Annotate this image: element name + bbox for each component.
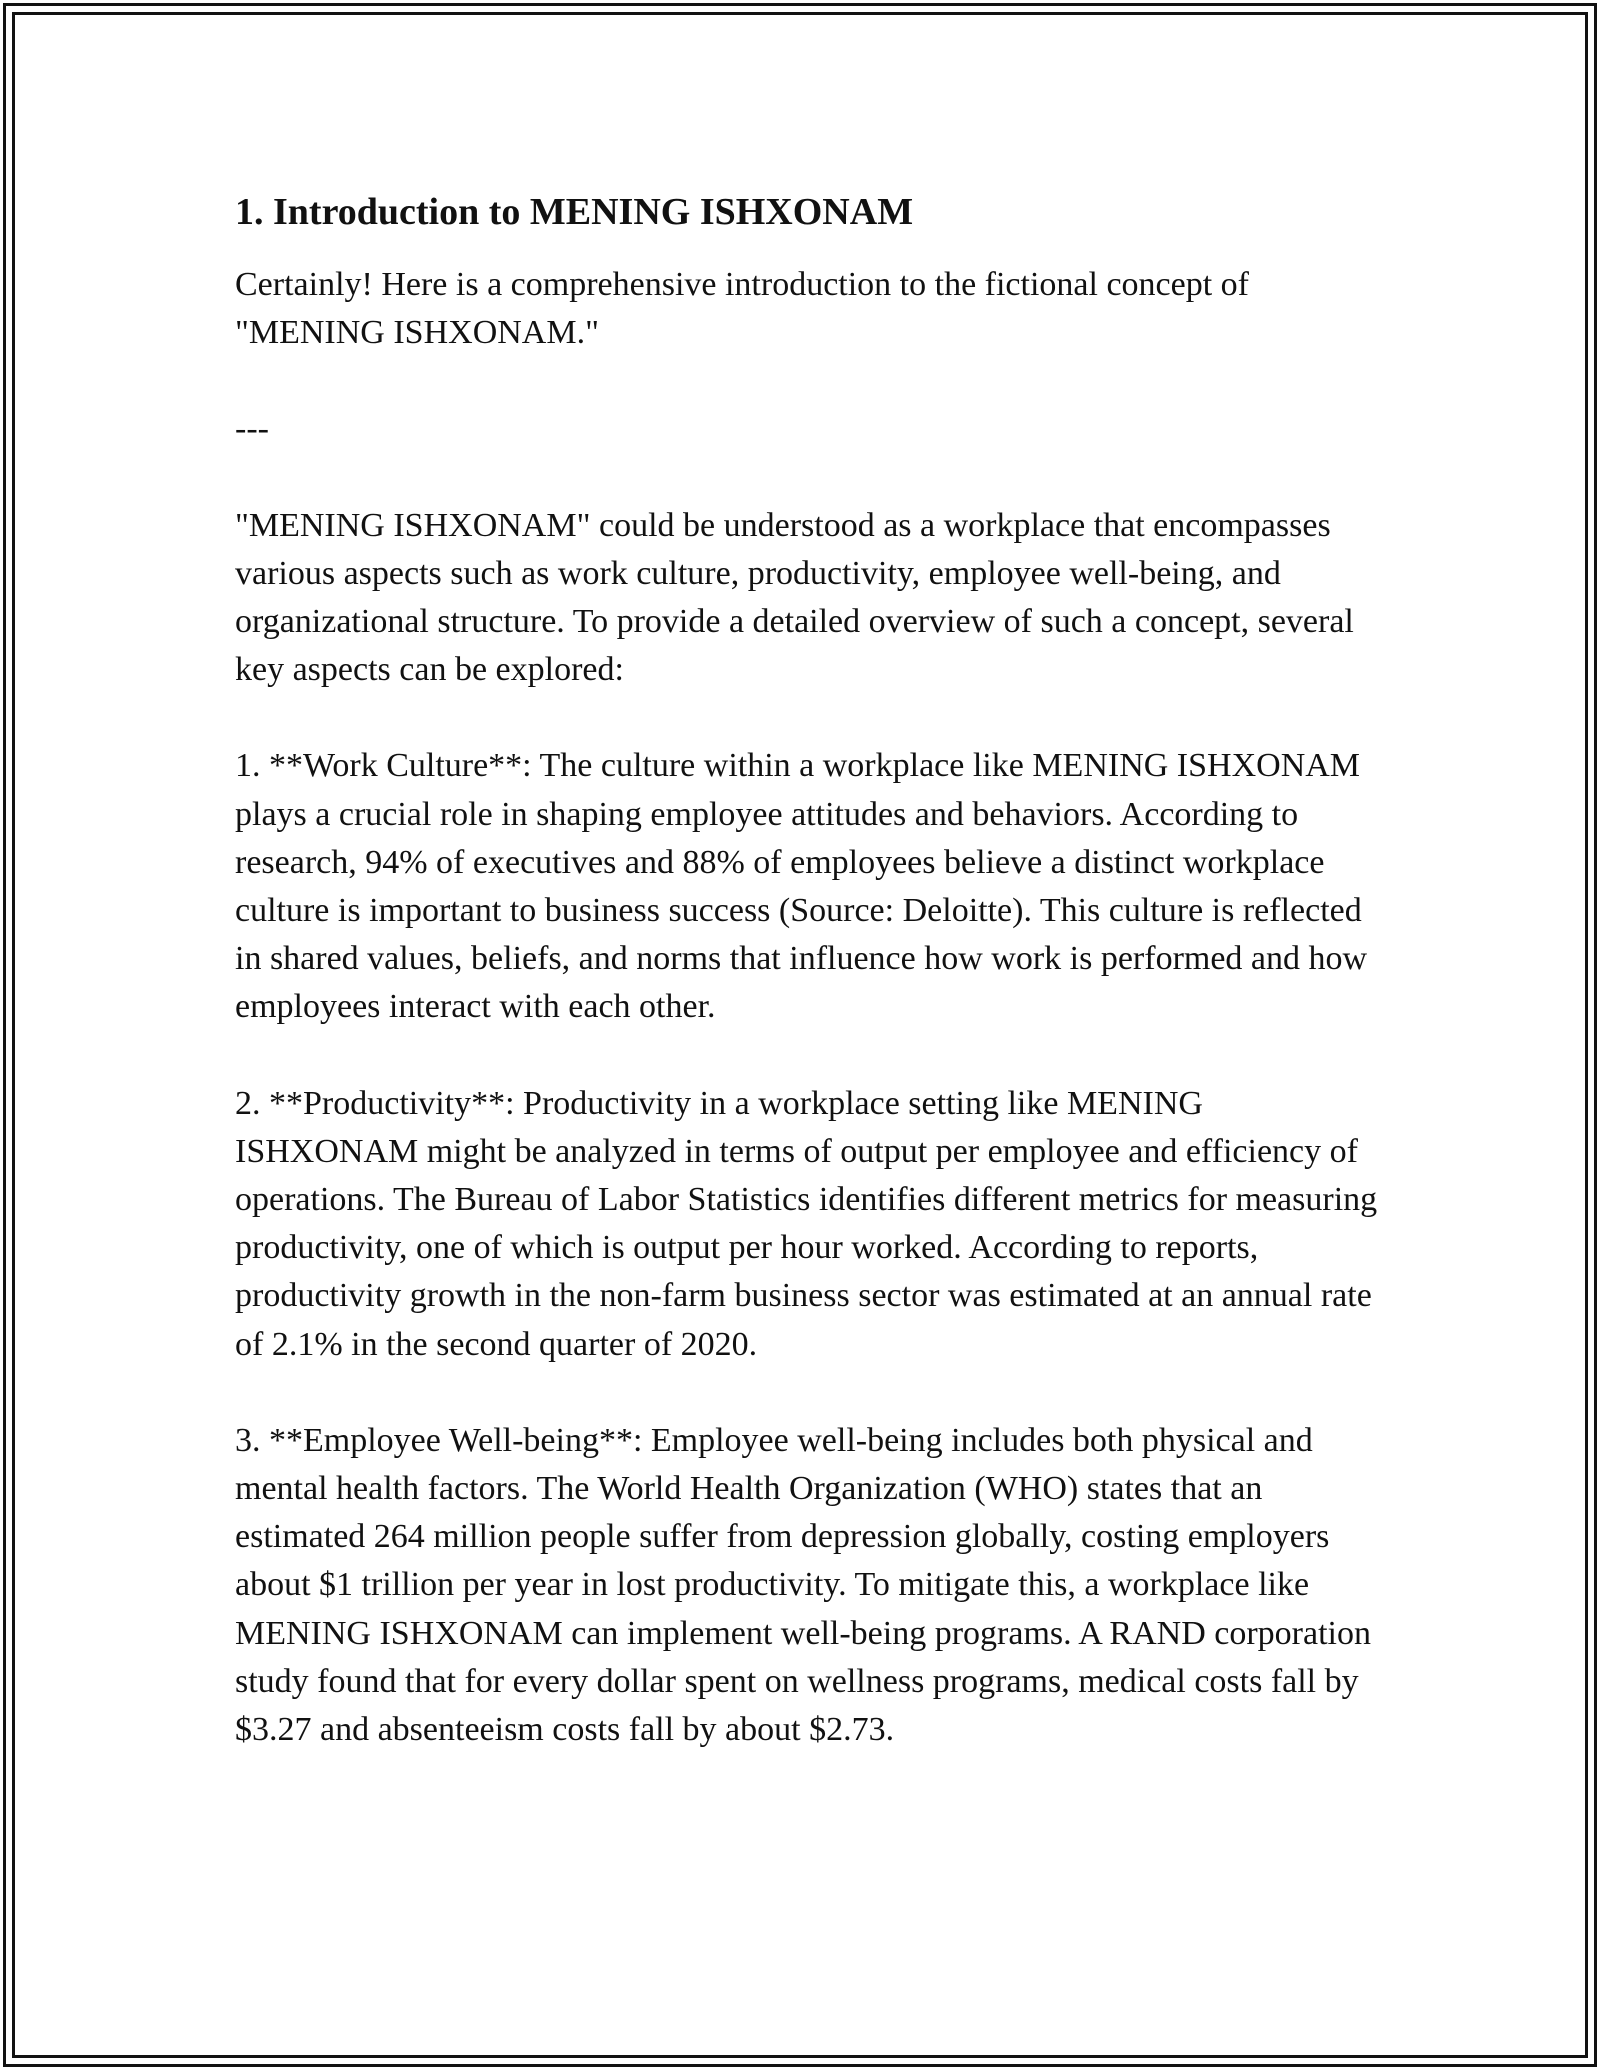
intro-paragraph: Certainly! Here is a comprehensive introduction to the fictional concept of "MENING ISHXONAM." xyxy=(235,266,1249,352)
work-culture-paragraph: 1. **Work Culture**: The culture within a workplace like MENING ISHXONAM plays a crucial role in shaping employee attitudes and behaviors. According to research, 94% of executives and 88% of employees believe a distinct workplace culture is important to business success (Source: Deloitte). This culture is reflected in shared values, beliefs, and norms that influence how work is performed and how employees interact with each other. xyxy=(235,747,1368,1026)
employee-well-being-paragraph: 3. **Employee Well-being**: Employee well-being includes both physical and mental health factors. The World Health Organization (WHO) states that an estimated 264 million people suffer from depression globally, costing employers about $1 trillion per year in lost productivity. To mitigate this, a workplace like MENING ISHXONAM can implement well-being programs. A RAND corporation study found that for every dollar spent on wellness programs, medical costs fall by $3.27 and absenteeism costs fall by about $2.73. xyxy=(235,1421,1371,1749)
document-body xyxy=(235,185,1385,1802)
separator-line: --- xyxy=(235,410,269,448)
productivity-paragraph: 2. **Productivity**: Productivity in a workplace setting like MENING ISHXONAM might be analyzed in terms of output per employee and efficiency of operations. The Bureau of Labor Statistics identifies different metrics for measuring productivity, one of which is output per hour worked. According to reports, productivity growth in the non-farm business sector was estimated at an annual rate of 2.1% in the second quarter of 2020. xyxy=(235,1084,1378,1363)
overview-paragraph: "MENING ISHXONAM" could be understood as a workplace that encompasses various aspects such as work culture, productivity, employee well-being, and organizational structure. To provide a detailed overview of such a concept, several key aspects can be explored: xyxy=(235,506,1354,689)
section-heading: 1. Introduction to MENING ISHXONAM xyxy=(235,191,914,233)
